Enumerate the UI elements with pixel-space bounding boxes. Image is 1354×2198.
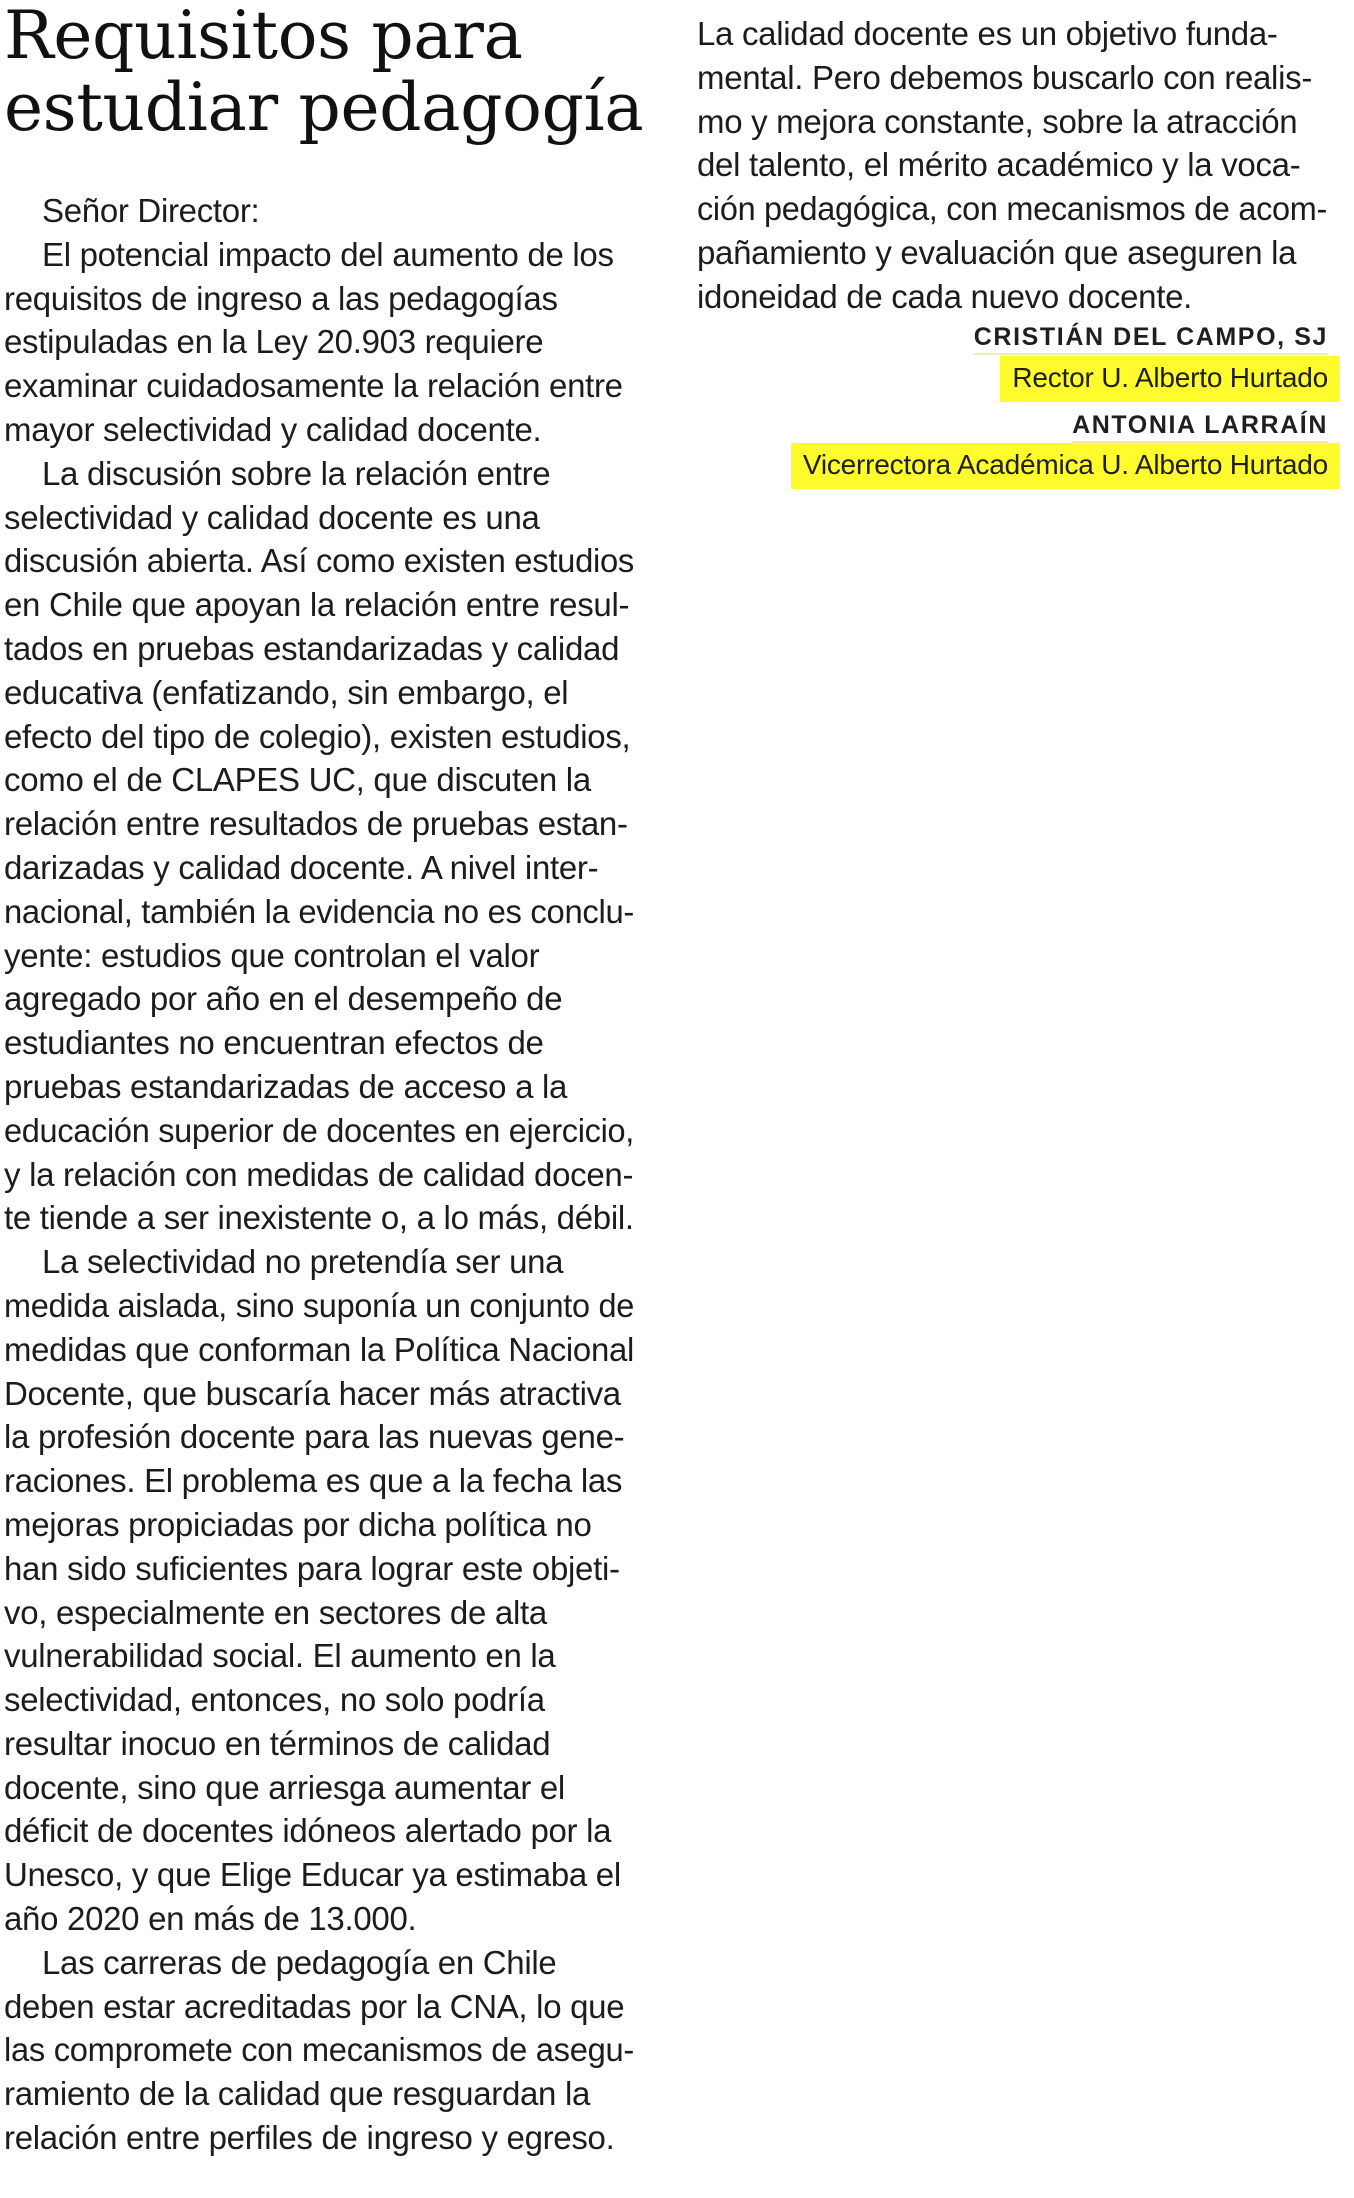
body-line: educativa (enfatizando, sin embargo, el bbox=[4, 673, 569, 711]
title-line: estudiar pedagogía bbox=[4, 69, 644, 146]
body-line: mayor selectividad y calidad docente. bbox=[4, 410, 542, 448]
body-line: te tiende a ser inexistente o, a lo más, débil. bbox=[4, 1199, 634, 1237]
title-line: Requisitos para bbox=[4, 0, 523, 74]
body-line: pruebas estandarizadas de acceso a la bbox=[4, 1067, 568, 1105]
body-line: yente: estudios que controlan el valor bbox=[4, 936, 540, 974]
body-line: mental. Pero debemos buscarlo con realis- bbox=[697, 58, 1313, 96]
signature-role-highlighted: Rector U. Alberto Hurtado bbox=[1000, 356, 1340, 402]
body-line: y la relación con medidas de calidad docen- bbox=[4, 1155, 634, 1193]
body-line: la profesión docente para las nuevas gene- bbox=[4, 1418, 625, 1456]
body-line: estudiantes no encuentran efectos de bbox=[4, 1024, 544, 1062]
body-line: educación superior de docentes en ejercicio, bbox=[4, 1111, 635, 1149]
right-column bbox=[697, 12, 1327, 319]
body-line: Docente, que buscaría hacer más atractiva bbox=[4, 1374, 621, 1412]
body-line: nacional, también la evidencia no es conclu- bbox=[4, 892, 634, 930]
body-line: El potencial impacto del aumento de los bbox=[42, 235, 614, 273]
signature-name: ANTONIA LARRAÍN bbox=[1072, 411, 1328, 443]
body-line: La discusión sobre la relación entre bbox=[42, 454, 551, 492]
body-line: Unesco, y que Elige Educar ya estimaba el bbox=[4, 1856, 621, 1894]
body-line: mo y mejora constante, sobre la atracción bbox=[697, 102, 1298, 140]
body-line: del talento, el mérito académico y la voca- bbox=[697, 146, 1301, 184]
left-column bbox=[4, 189, 634, 2160]
body-line: discusión abierta. Así como existen estudios bbox=[4, 542, 635, 580]
body-line: ramiento de la calidad que resguardan la bbox=[4, 2075, 591, 2113]
body-line: como el de CLAPES UC, que discuten la bbox=[4, 761, 591, 799]
signature-role-highlighted: Vicerrectora Académica U. Alberto Hurtado bbox=[791, 443, 1340, 489]
body-line: Las carreras de pedagogía en Chile bbox=[42, 1943, 557, 1981]
salutation: Señor Director: bbox=[42, 192, 260, 229]
body-line: relación entre resultados de pruebas estan- bbox=[4, 805, 628, 843]
body-line: déficit de docentes idóneos alertado por la bbox=[4, 1812, 612, 1850]
body-line: ción pedagógica, con mecanismos de acom- bbox=[697, 190, 1328, 228]
body-line: en Chile que apoyan la relación entre resul- bbox=[4, 586, 630, 624]
article-title bbox=[4, 0, 644, 144]
body-line: examinar cuidadosamente la relación entre bbox=[4, 367, 623, 405]
body-line: darizadas y calidad docente. A nivel inter- bbox=[4, 848, 599, 886]
body-line: mejoras propiciadas por dicha política no bbox=[4, 1505, 592, 1543]
body-line: docente, sino que arriesga aumentar el bbox=[4, 1768, 565, 1806]
body-line: han sido suficientes para lograr este objeti- bbox=[4, 1549, 620, 1587]
body-line: agregado por año en el desempeño de bbox=[4, 980, 563, 1018]
body-line: idoneidad de cada nuevo docente. bbox=[697, 277, 1192, 315]
signature-name: CRISTIÁN DEL CAMPO, SJ bbox=[974, 323, 1328, 355]
body-line: pañamiento y evaluación que aseguren la bbox=[697, 233, 1297, 271]
body-line: medida aislada, sino suponía un conjunto de bbox=[4, 1286, 635, 1324]
body-line: selectividad y calidad docente es una bbox=[4, 498, 540, 536]
body-line: año 2020 en más de 13.000. bbox=[4, 1900, 417, 1938]
body-line: tados en pruebas estandarizadas y calidad bbox=[4, 629, 620, 667]
body-line: La selectividad no pretendía ser una bbox=[42, 1243, 564, 1281]
body-line: selectividad, entonces, no solo podría bbox=[4, 1681, 545, 1719]
body-line: estipuladas en la Ley 20.903 requiere bbox=[4, 323, 544, 361]
body-line: deben estar acreditadas por la CNA, lo que bbox=[4, 1987, 625, 2025]
body-line: vulnerabilidad social. El aumento en la bbox=[4, 1637, 556, 1675]
body-line: raciones. El problema es que a la fecha las bbox=[4, 1462, 623, 1500]
body-line: las compromete con mecanismos de asegu- bbox=[4, 2031, 634, 2069]
body-line: relación entre perfiles de ingreso y egreso. bbox=[4, 2119, 615, 2157]
body-line: requisitos de ingreso a las pedagogías bbox=[4, 279, 558, 317]
body-line: resultar inocuo en términos de calidad bbox=[4, 1724, 551, 1762]
body-line: efecto del tipo de colegio), existen estudios, bbox=[4, 717, 631, 755]
body-line: La calidad docente es un objetivo funda- bbox=[697, 15, 1278, 52]
body-line: medidas que conforman la Política Nacional bbox=[4, 1330, 635, 1368]
body-line: vo, especialmente en sectores de alta bbox=[4, 1593, 547, 1631]
